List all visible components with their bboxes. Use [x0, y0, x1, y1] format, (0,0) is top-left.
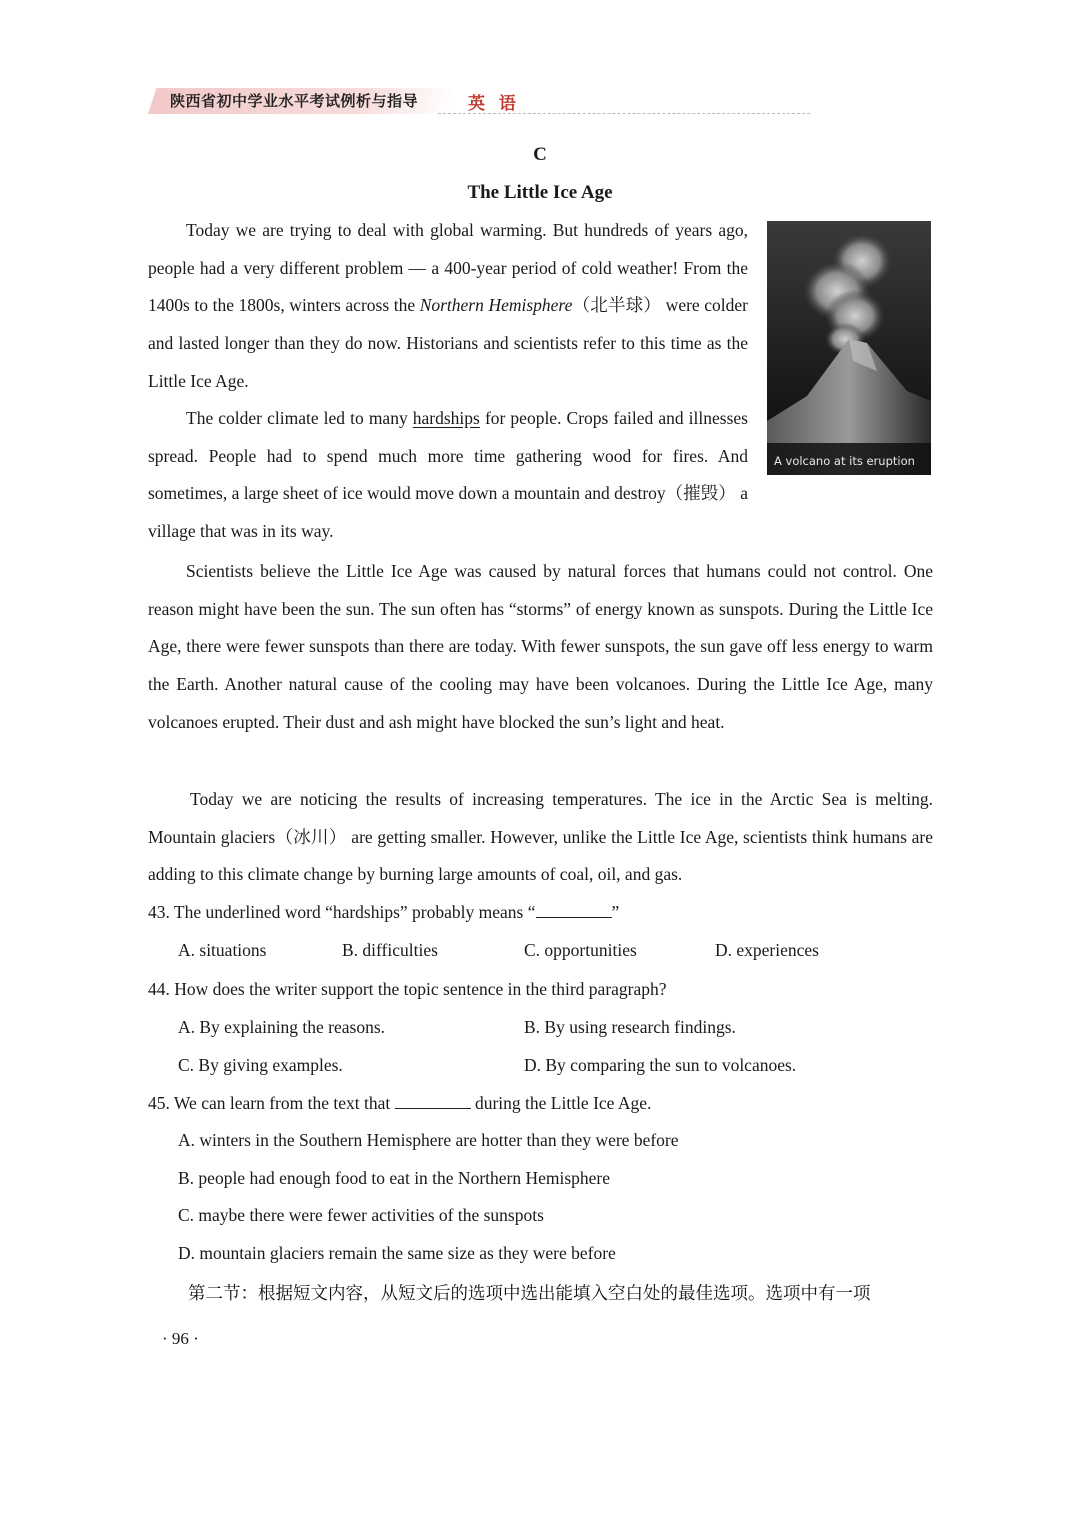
q43-option-a: A. situations	[178, 940, 267, 960]
paragraph-4: Today we are noticing the results of increasing temperatures. The ice in the Arctic Sea is melting. Mountain glaciers（冰川） are getting smaller. However, unlike the Little Ice Age, scientists think humans are adding to this climate change by burning large amounts of coal, oil, and gas.	[148, 789, 933, 885]
section-letter: C	[533, 144, 547, 165]
q45-option-c: C. maybe there were fewer activities of the sunspots	[178, 1205, 544, 1225]
q45-option-d: D. mountain glaciers remain the same size as they were before	[178, 1243, 616, 1263]
paragraph-2: The colder climate led to many hardships for people. Crops failed and illnesses spread. People had to spend much more time gathering wood for fires. And sometimes, a large sheet of ice would move down a mountain and destroy（摧毁） a village that was in its way.	[148, 408, 748, 542]
q43-option-b: B. difficulties	[342, 940, 438, 960]
question-45: 45. We can learn from the text that during the Little Ice Age.	[148, 1093, 652, 1113]
page-number: · 96 ·	[162, 1329, 199, 1348]
underlined-word: hardships	[412, 408, 480, 428]
answer-blank	[395, 1094, 471, 1109]
section-2-instructions: 第二节：根据短文内容，从短文后的选项中选出能填入空白处的最佳选项。选项中有一项	[188, 1284, 871, 1304]
q44-option-b: B. By using research findings.	[524, 1017, 736, 1037]
header-rule	[438, 113, 810, 114]
q44-option-d: D. By comparing the sun to volcanoes.	[524, 1055, 797, 1075]
page-header	[148, 88, 810, 114]
q43-option-d: D. experiences	[715, 940, 819, 960]
question-44: 44. How does the writer support the topic sentence in the third paragraph?	[148, 979, 667, 999]
paragraph-1: Today we are trying to deal with global warming. But hundreds of years ago, people had a very different problem — a 400-year period of cold weather! From the 1400s to the 1800s, winters across the Northern Hemisphere（北半球） were colder and lasted longer than they do now. Historians and scientists refer to this time as the Little Ice Age.	[148, 220, 748, 391]
italic-term: Northern Hemisphere	[419, 295, 573, 316]
q45-option-a: A. winters in the Southern Hemisphere are hotter than they were before	[178, 1130, 679, 1150]
volcano-illustration	[767, 221, 931, 475]
photo-caption: A volcano at its eruption	[774, 454, 915, 468]
answer-blank	[536, 903, 612, 918]
passage-title: The Little Ice Age	[467, 182, 613, 203]
q43-option-c: C. opportunities	[524, 940, 637, 960]
q44-option-c: C. By giving examples.	[178, 1055, 343, 1075]
paragraph-3: Scientists believe the Little Ice Age was caused by natural forces that humans could not control. One reason might have been the sun. The sun often has “storms” of energy known as sunspots. During the Little Ice Age, there were fewer sunspots than there are today. With fewer sunspots, the sun gave off less energy to warm the Earth. Another natural cause of the cooling may have been volcanoes. During the Little Ice Age, many volcanoes erupted. Their dust and ash might have blocked the sun’s light and heat.	[148, 561, 933, 732]
subject-label: 英 语	[468, 94, 520, 114]
q45-option-b: B. people had enough food to eat in the Northern Hemisphere	[178, 1168, 611, 1188]
book-title: 陕西省初中学业水平考试例析与指导	[170, 92, 419, 110]
question-43: 43. The underlined word “hardships” probably means “ ”	[148, 902, 620, 922]
q44-option-a: A. By explaining the reasons.	[178, 1017, 386, 1037]
volcano-photo	[767, 221, 931, 475]
